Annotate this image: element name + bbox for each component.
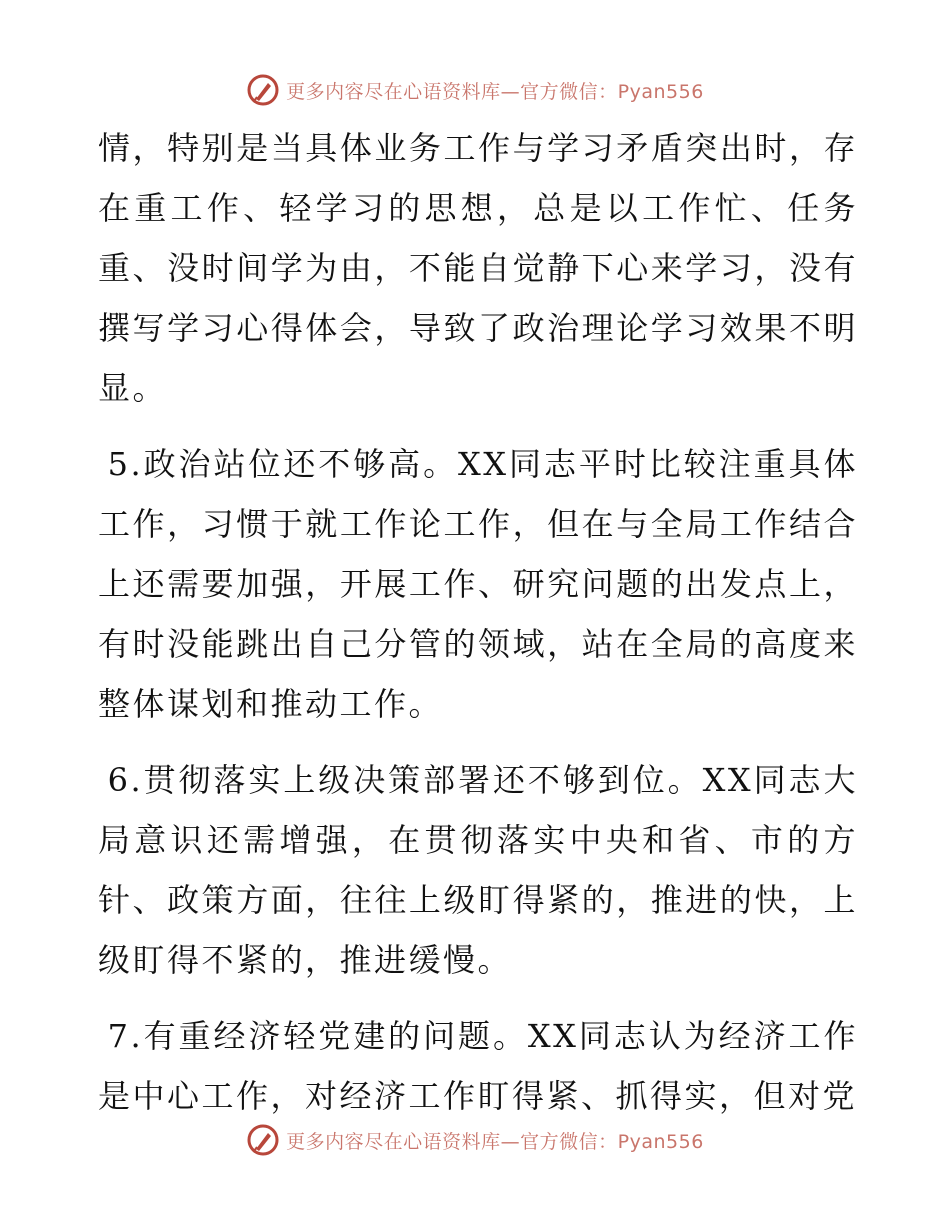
paragraph-item-7: 7.有重经济轻党建的问题。XX同志认为经济工作是中心工作，对经济工作盯得紧、抓得实，但对党	[98, 1017, 858, 1115]
watermark-text: 更多内容尽在心语资料库—官方微信：Pyan556	[286, 80, 704, 103]
header-watermark	[0, 70, 950, 110]
watermark-text: 更多内容尽在心语资料库—官方微信：Pyan556	[286, 1130, 704, 1153]
paragraph-item-5: 5.政治站位还不够高。XX同志平时比较注重具体工作，习惯于就工作论工作，但在与全局工作结合上还需要加强，开展工作、研究问题的出发点上，有时没能跳出自己分管的领域，站在全局的高度来整体谋划和推动工作。	[98, 445, 858, 723]
paragraph-item-6: 6.贯彻落实上级决策部署还不够到位。XX同志大局意识还需增强，在贯彻落实中央和省、市的方针、政策方面，往往上级盯得紧的，推进的快，上级盯得不紧的，推进缓慢。	[98, 761, 858, 979]
quill-logo-icon	[246, 73, 280, 107]
paragraph-continued: 情，特别是当具体业务工作与学习矛盾突出时，存在重工作、轻学习的思想，总是以工作忙、任务重、没时间学为由，不能自觉静下心来学习，没有撰写学习心得体会，导致了政治理论学习效果不明显。	[98, 129, 858, 407]
quill-logo-icon	[246, 1123, 280, 1157]
footer-watermark	[0, 1120, 950, 1160]
document-body	[98, 118, 858, 1126]
